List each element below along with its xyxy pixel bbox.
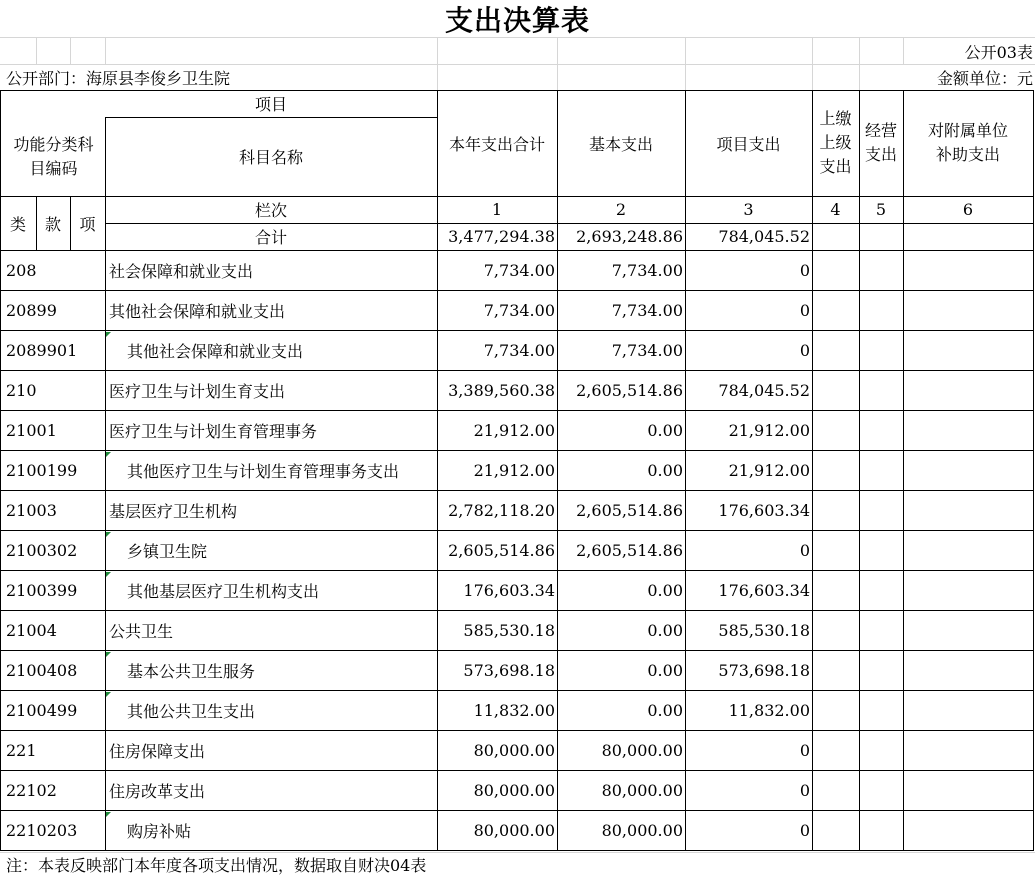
row-code: 2100399: [6, 580, 78, 600]
row-basic: 80,000.00: [601, 820, 683, 840]
row-project: 11,832.00: [728, 700, 810, 720]
row-project: 21,912.00: [728, 420, 810, 440]
sum-total: 3,477,294.38: [448, 227, 555, 246]
row-basic: 7,734.00: [611, 260, 683, 280]
header-project: 项目支出: [716, 134, 781, 154]
row-total: 176,603.34: [463, 580, 555, 600]
row-basic: 80,000.00: [601, 780, 683, 800]
row-basic: 2,605,514.86: [576, 540, 683, 560]
row-project: 0: [799, 260, 810, 280]
row-code: 20899: [6, 300, 57, 320]
grid-line: [70, 37, 71, 64]
cell-comment-marker: [106, 652, 111, 657]
row-basic: 7,734.00: [611, 300, 683, 320]
form-code: 公开03表: [964, 42, 1033, 62]
row-project: 0: [799, 300, 810, 320]
row-code: 221: [6, 740, 37, 760]
row-total: 2,605,514.86: [448, 540, 555, 560]
row-code: 2089901: [6, 340, 78, 360]
header-basic: 基本支出: [588, 134, 653, 154]
row-project: 0: [799, 820, 810, 840]
row-subject-name: 基本公共卫生服务: [127, 661, 256, 681]
row-basic: 0.00: [647, 460, 683, 480]
header-xiang: 项: [79, 214, 96, 234]
row-basic: 2,605,514.86: [576, 500, 683, 520]
row-project: 0: [799, 540, 810, 560]
row-project: 21,912.00: [728, 460, 810, 480]
sum-project: 784,045.52: [718, 227, 810, 246]
row-basic: 0.00: [647, 700, 683, 720]
row-code: 2210203: [6, 820, 78, 840]
row-basic: 0.00: [647, 620, 683, 640]
header-kuan: 款: [44, 214, 61, 234]
row-project: 585,530.18: [718, 620, 810, 640]
col-number-1: 1: [491, 200, 503, 219]
row-total: 80,000.00: [473, 740, 555, 760]
row-subject-name: 基层医疗卫生机构: [109, 501, 238, 521]
col-number-3: 3: [743, 200, 754, 219]
row-total: 573,698.18: [463, 660, 555, 680]
row-basic: 0.00: [647, 420, 683, 440]
header-upper: 上缴上级支出: [819, 109, 852, 176]
col-number-4: 4: [830, 200, 841, 219]
unit-label: 金额单位：元: [936, 69, 1033, 88]
sum-label: 合计: [254, 228, 287, 247]
row-code: 208: [6, 260, 37, 280]
row-basic: 0.00: [647, 580, 683, 600]
col-number-6: 6: [962, 200, 974, 219]
row-subject-name: 住房改革支出: [109, 781, 206, 801]
row-subject-name: 社会保障和就业支出: [109, 261, 254, 281]
row-total: 80,000.00: [473, 780, 555, 800]
row-basic: 2,605,514.86: [576, 380, 683, 400]
row-subject-name: 医疗卫生与计划生育支出: [109, 381, 286, 401]
row-code: 21004: [6, 620, 57, 640]
row-subject-name: 公共卫生: [109, 621, 174, 641]
row-total: 7,734.00: [483, 300, 555, 320]
header-lei: 类: [9, 214, 26, 234]
row-total: 3,389,560.38: [448, 380, 555, 400]
sum-basic: 2,693,248.86: [576, 227, 683, 246]
row-project: 573,698.18: [718, 660, 810, 680]
page-title: 支出决算表: [444, 4, 590, 37]
row-code: 21001: [6, 420, 57, 440]
row-code: 21003: [6, 500, 57, 520]
row-project: 176,603.34: [718, 580, 810, 600]
row-project: 176,603.34: [718, 500, 810, 520]
cell-comment-marker: [106, 692, 111, 697]
cell-comment-marker: [106, 532, 111, 537]
col-number-2: 2: [615, 200, 627, 219]
row-code: 2100302: [6, 540, 78, 560]
cell-comment-marker: [106, 812, 111, 817]
footnote: 注：本表反映部门本年度各项支出情况，数据取自财决04表: [6, 856, 427, 875]
grid-line: [557, 37, 558, 90]
row-total: 585,530.18: [463, 620, 555, 640]
grid-line: [36, 37, 37, 64]
row-total: 7,734.00: [483, 260, 555, 280]
row-subject-name: 其他公共卫生支出: [127, 701, 256, 721]
row-project: 0: [799, 740, 810, 760]
grid-line: [437, 37, 438, 90]
row-total: 2,782,118.20: [448, 500, 555, 520]
header-business: 经营支出: [864, 121, 897, 164]
row-code: 2100408: [6, 660, 78, 680]
row-code: 22102: [6, 780, 57, 800]
header-subject-name: 科目名称: [238, 148, 303, 167]
table-border: [0, 850, 1034, 851]
row-total: 11,832.00: [473, 700, 555, 720]
header-func-code: 功能分类科目编码: [13, 134, 94, 178]
cell-comment-marker: [106, 452, 111, 457]
col-number-5: 5: [875, 200, 887, 219]
row-subject-name: 购房补贴: [127, 821, 192, 841]
row-subject-name: 乡镇卫生院: [127, 541, 208, 561]
row-basic: 80,000.00: [601, 740, 683, 760]
grid-line: [812, 37, 813, 90]
grid-line: [0, 37, 1035, 38]
row-total: 80,000.00: [473, 820, 555, 840]
cell-comment-marker: [106, 572, 111, 577]
row-basic: 0.00: [647, 660, 683, 680]
row-total: 21,912.00: [473, 420, 555, 440]
row-code: 2100499: [6, 700, 78, 720]
row-subject-name: 医疗卫生与计划生育管理事务: [109, 421, 318, 441]
row-project: 0: [799, 780, 810, 800]
row-subject-name: 住房保障支出: [109, 741, 206, 761]
grid-line: [105, 37, 106, 64]
row-subject-name: 其他社会保障和就业支出: [127, 341, 304, 361]
row-basic: 7,734.00: [611, 340, 683, 360]
grid-line: [685, 37, 686, 90]
row-subject-name: 其他基层医疗卫生机构支出: [127, 581, 320, 601]
row-total: 21,912.00: [473, 460, 555, 480]
row-subject-name: 其他社会保障和就业支出: [109, 301, 286, 321]
header-subsidiary: 对附属单位补助支出: [927, 121, 1008, 164]
table-border: [1033, 90, 1034, 850]
header-total: 本年支出合计: [448, 134, 545, 154]
header-item: 项目: [254, 95, 287, 114]
row-code: 2100199: [6, 460, 78, 480]
grid-line: [859, 37, 860, 90]
row-subject-name: 其他医疗卫生与计划生育管理事务支出: [127, 461, 400, 481]
row-project: 784,045.52: [718, 380, 810, 400]
row-total: 7,734.00: [483, 340, 555, 360]
cell-comment-marker: [106, 332, 111, 337]
header-column-label: 栏次: [254, 201, 287, 220]
row-project: 0: [799, 340, 810, 360]
row-code: 210: [6, 380, 37, 400]
department-label: 公开部门：海原县李俊乡卫生院: [6, 69, 231, 88]
